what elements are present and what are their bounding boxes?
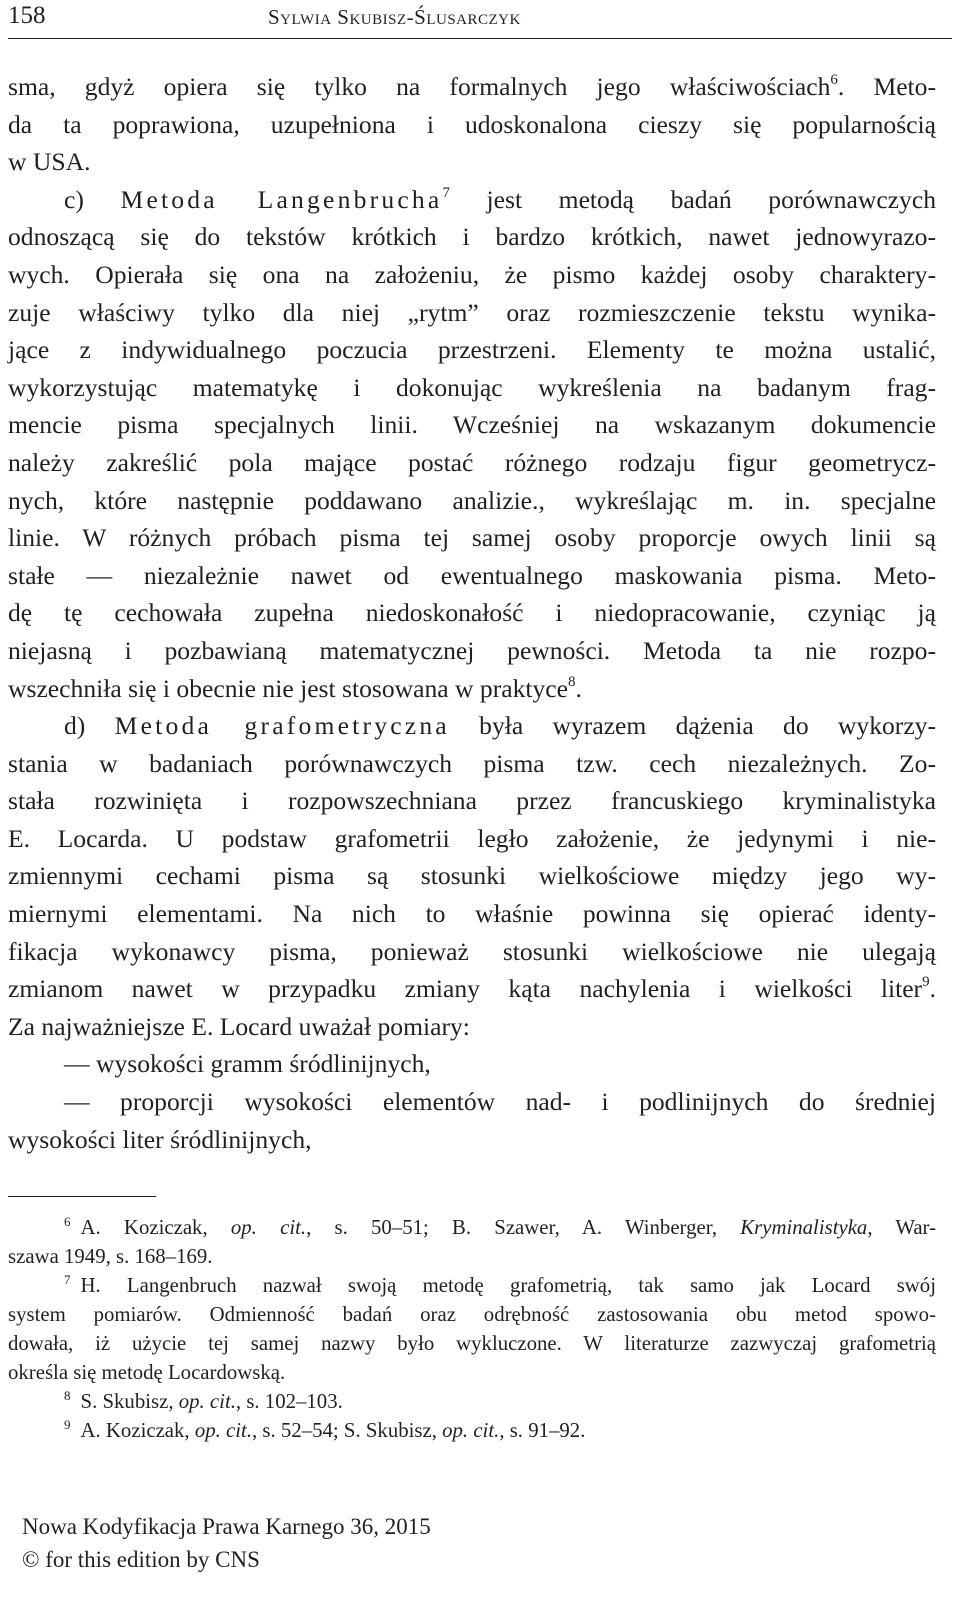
text-line: fikacja wykonawcy pisma, ponieważ stosunki wielkościowe nie ulegają	[8, 936, 936, 966]
text-line: należy zakreślić pola mające postać różnego rodzaju figur geometrycz-	[8, 447, 936, 477]
footnote-line: system pomiarów. Odmienność badań oraz odrębność zastosowania obu metod spowo-	[8, 1303, 936, 1326]
text-line: c) Metoda Langenbrucha$^7$ jest metodą badań porównawczych	[64, 184, 936, 214]
text-line: E. Locarda. U podstaw grafometrii legło założenie, że jedynymi i nie-	[8, 823, 936, 853]
footnote-7: 7 H. Langenbruch nazwał swoją metodę grafometrią, tak samo jak Locard swój	[64, 1272, 936, 1297]
footnote-line: określa się metodę Locardowską.	[8, 1361, 286, 1384]
page-header	[8, 2, 952, 36]
footnote-line: szawa 1949, s. 168–169.	[8, 1245, 213, 1268]
footnote-line: dowała, iż użycie tej samej nazwy było wykluczone. W literaturze zazwyczaj grafometrią	[8, 1332, 936, 1355]
text-line: zuje właściwy tylko dla niej „rytm” oraz rozmieszczenie tekstu wynika-	[8, 297, 936, 327]
spaced-term: Metoda grafometryczna	[114, 711, 450, 741]
footnote-9: 9 A. Koziczak, op. cit., s. 52–54; S. Skubisz, op. cit., s. 91–92.	[64, 1417, 586, 1442]
text-line: stania w badaniach porównawczych pisma tzw. cech niezależnych. Zo-	[8, 748, 936, 778]
text-line: nych, które następnie poddawano analizie., wykreślając m. in. specjalne	[8, 485, 936, 515]
text-line: zmianom nawet w przypadku zmiany kąta nachylenia i wielkości liter$^9$.	[8, 974, 936, 1004]
page-footer	[22, 1510, 431, 1576]
list-item: — wysokości gramm śródlinijnych,	[64, 1049, 431, 1079]
text-line: zmiennymi cechami pisma są stosunki wielkościowe między jego wy-	[8, 861, 936, 891]
text-line: Za najważniejsze E. Locard uważał pomiary:	[8, 1011, 470, 1041]
spaced-term: Metoda Langenbrucha	[120, 184, 443, 214]
text-line: stała rozwinięta i rozpowszechniana przez francuskiego kryminalistyka	[8, 786, 936, 816]
footnote-6: 6 A. Koziczak, op. cit., s. 50–51; B. Szawer, A. Winberger, Kryminalistyka, War-	[64, 1214, 936, 1239]
text-line: wych. Opierała się ona na założeniu, że pismo każdej osoby charaktery-	[8, 259, 936, 289]
copyright-notice: © for this edition by CNS	[22, 1547, 260, 1572]
text-line: wykorzystując matematykę i dokonując wykreślenia na badanym frag-	[8, 372, 936, 402]
text-line: mencie pisma specjalnych linii. Wcześniej na wskazanym dokumencie	[8, 410, 936, 440]
header-rule	[8, 38, 952, 39]
footnote-rule	[8, 1196, 156, 1197]
text-line: linie. W różnych próbach pisma tej samej osoby proporcje owych linii są	[8, 523, 936, 553]
body-text	[8, 68, 936, 1158]
page-number: 158	[8, 2, 46, 29]
text-line: wysokości liter śródlinijnych,	[8, 1124, 312, 1154]
text-line: wszechniła się i obecnie nie jest stosowana w praktyce$^8$.	[8, 673, 582, 703]
text-line: dę tę cechowała zupełna niedoskonałość i niedopracowanie, czyniąc ją	[8, 598, 936, 628]
text-line: d) Metoda grafometryczna była wyrazem dążenia do wykorzy-	[64, 711, 936, 741]
list-item: — proporcji wysokości elementów nad- i podlinijnych do średniej	[64, 1087, 936, 1117]
text-line: stałe — niezależnie nawet od ewentualnego maskowania pisma. Meto-	[8, 560, 936, 590]
text-line: sma, gdyż opiera się tylko na formalnych jego właściwościach$^6$. Meto-	[8, 72, 936, 101]
journal-citation: Nowa Kodyfikacja Prawa Karnego 36, 2015	[22, 1514, 431, 1539]
text-line: miernymi elementami. Na nich to właśnie powinna się opierać identy-	[8, 899, 936, 929]
text-line: jące z indywidualnego poczucia przestrzeni. Elementy te można ustalić,	[8, 335, 936, 365]
text-line: odnoszącą się do tekstów krótkich i bardzo krótkich, nawet jednowyrazo-	[8, 222, 936, 252]
footnotes	[8, 1213, 936, 1445]
footnote-8: 8 S. Skubisz, op. cit., s. 102–103.	[64, 1388, 343, 1413]
text-line: niejasną i pozbawianą matematycznej pewności. Metoda ta nie rozpo-	[8, 635, 936, 665]
text-line: w USA.	[8, 147, 91, 177]
running-head: Sylwia Skubisz-Ślusarczyk	[268, 5, 521, 29]
text-line: da ta poprawiona, uzupełniona i udoskonalona cieszy się popularnością	[8, 109, 936, 139]
